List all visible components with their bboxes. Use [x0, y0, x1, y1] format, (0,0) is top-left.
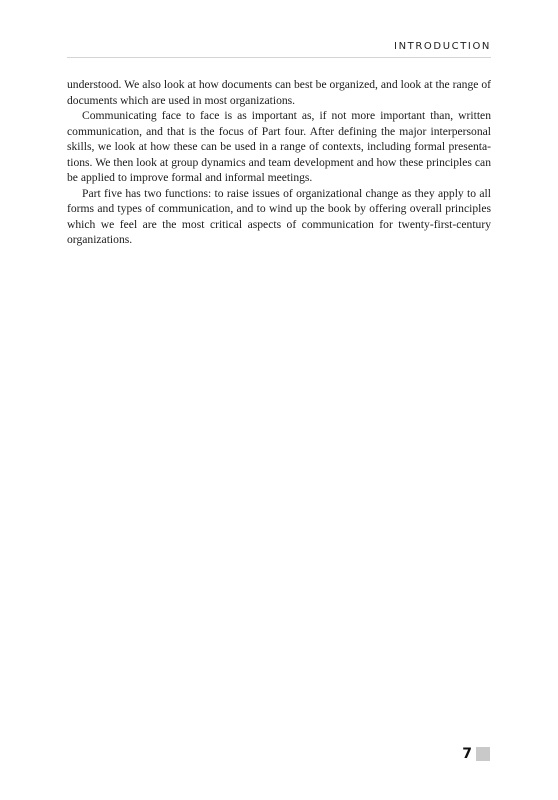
page-tab-marker — [476, 747, 490, 761]
header-divider — [67, 57, 491, 58]
paragraph-2: Communicating face to face is as important as, if not more important than, written communication, and that is the focus of Part four. After defining the major interpersonal skills, we look at how these can be used in a range of contexts, including formal presentations. We then look at group dynamics and team development and how these principles can be applied to improve formal and informal meetings. — [67, 109, 491, 184]
running-head: INTRODUCTION — [394, 41, 491, 52]
paragraph-3: Part five has two functions: to raise issues of organizational change as they apply to all forms and types of communication, and to wind up the book by offering overall principles which we feel are the most critical aspects of communication for twenty-first-century organizations. — [67, 186, 491, 246]
page-number: 7 — [462, 746, 472, 762]
body-text — [67, 77, 491, 248]
paragraph-1: understood. We also look at how documents can best be organized, and look at the range of documents which are used in most organizations. — [67, 78, 491, 107]
